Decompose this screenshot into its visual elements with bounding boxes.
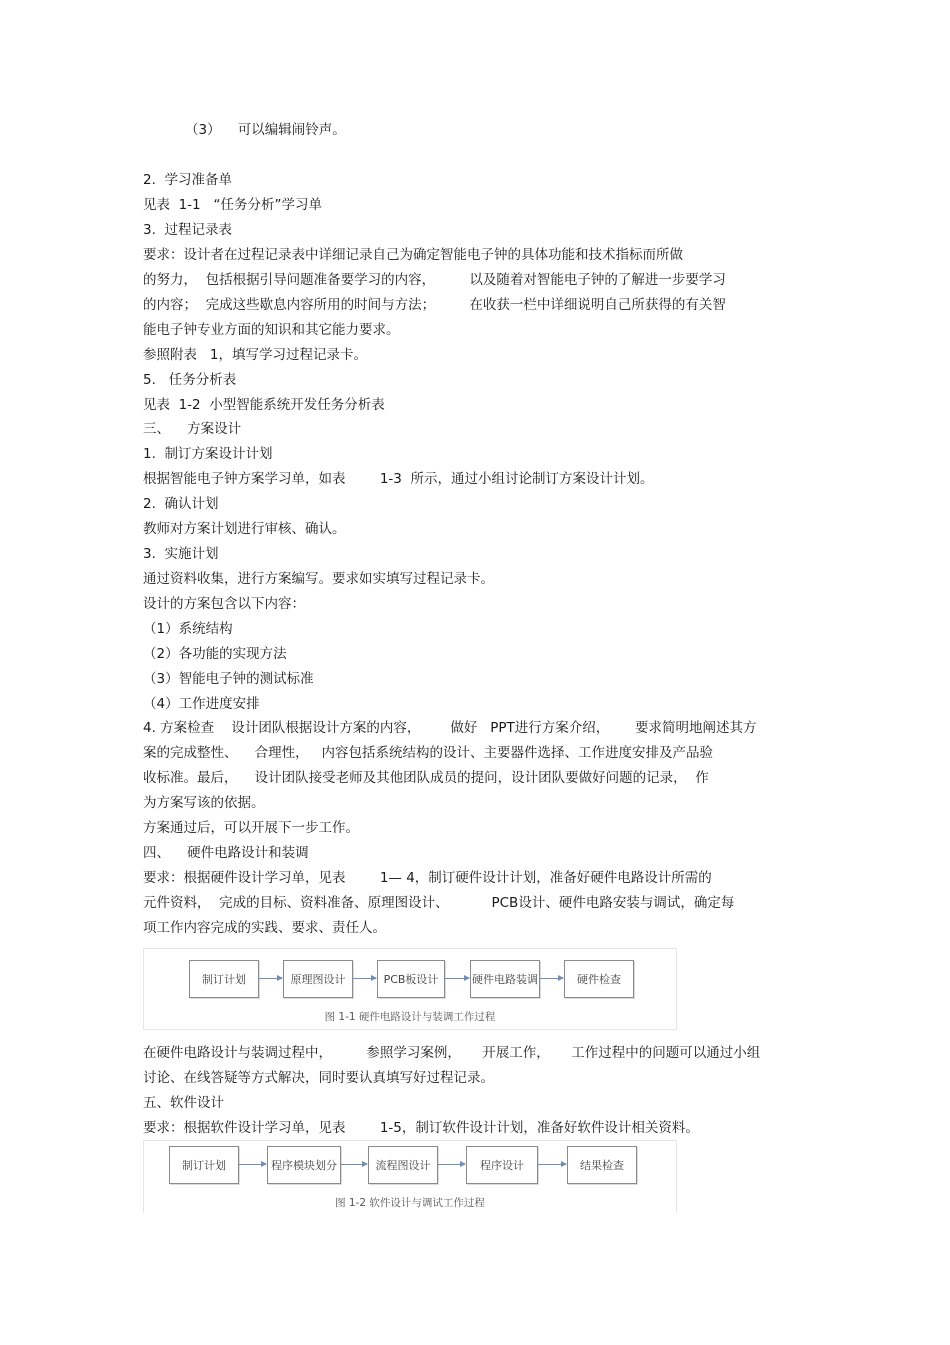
- figure-software-workflow: [143, 1140, 677, 1213]
- text-line: 项工作内容完成的实践、要求、责任人。: [143, 920, 386, 936]
- arrow-right-icon: [537, 1164, 566, 1165]
- arrow-right-icon: [340, 1164, 367, 1165]
- section-heading: 2. 学习准备单: [143, 172, 232, 188]
- text-line: 见表 1-1 “任务分析”学习单: [143, 197, 322, 213]
- flow-step: 流程图设计: [368, 1146, 438, 1184]
- section-heading: 5. 任务分析表: [143, 372, 237, 388]
- text-line: 见表 1-2 小型智能系统开发任务分析表: [143, 397, 385, 413]
- section-heading: 3. 实施计划: [143, 546, 219, 562]
- text-line: 要求：根据软件设计学习单，见表 1-5，制订软件设计计划，准备好软件设计相关资料。: [143, 1120, 699, 1136]
- text-line: 通过资料收集，进行方案编写。要求如实填写过程记录卡。: [143, 571, 494, 587]
- list-item: （1）系统结构: [143, 621, 233, 637]
- arrow-right-icon: [258, 978, 282, 979]
- arrow-right-icon: [238, 1164, 266, 1165]
- figure-caption: 图 1-2 软件设计与调试工作过程: [335, 1197, 485, 1209]
- flow-step: 程序模块划分: [267, 1146, 341, 1184]
- text-line: 讨论、在线答疑等方式解决，同时要认真填写好过程记录。: [143, 1070, 494, 1086]
- arrow-right-icon: [352, 978, 376, 979]
- text-line: 收标准。最后， 设计团队接受老师及其他团队成员的提问，设计团队要做好问题的记录， 作: [143, 770, 709, 786]
- list-item: （3）智能电子钟的测试标准: [143, 671, 314, 687]
- text-line: 4. 方案检查 设计团队根据设计方案的内容， 做好 PPT进行方案介绍， 要求简明地阐述其方: [143, 720, 757, 736]
- text-line: 的努力， 包括根据引导问题准备要学习的内容， 以及随着对智能电子钟的了解进一步要学习: [143, 272, 726, 288]
- list-item: （4）工作进度安排: [143, 696, 260, 712]
- text-line: 要求：设计者在过程记录表中详细记录自己为确定智能电子钟的具体功能和技术指标而所做: [143, 247, 683, 263]
- list-item: （2）各功能的实现方法: [143, 646, 287, 662]
- text-line: 方案通过后，可以开展下一步工作。: [143, 820, 359, 836]
- flow-step: 制订计划: [169, 1146, 239, 1184]
- text-line: 的内容； 完成这些歇息内容所用的时间与方法； 在收获一栏中详细说明自己所获得的有关智: [143, 297, 726, 313]
- flow-step: 结果检查: [567, 1146, 637, 1184]
- text-line: 教师对方案计划进行审核、确认。: [143, 521, 346, 537]
- chapter-heading: 五、软件设计: [143, 1095, 224, 1111]
- section-heading: 2. 确认计划: [143, 496, 219, 512]
- text-line: 案的完成整性、 合理性， 内容包括系统结构的设计、主要器件选择、工作进度安排及产品验: [143, 745, 714, 761]
- text-line: 为方案写该的依据。: [143, 795, 265, 811]
- flow-step: 程序设计: [466, 1146, 538, 1184]
- text-line: 参照附表 1，填写学习过程记录卡。: [143, 347, 367, 363]
- arrow-right-icon: [539, 978, 563, 979]
- flow-step: 原理图设计: [283, 960, 353, 998]
- flow-step: 硬件检查: [564, 960, 634, 998]
- text-line: 根据智能电子钟方案学习单，如表 1-3 所示，通过小组讨论制订方案设计计划。: [143, 471, 654, 487]
- arrow-right-icon: [437, 1164, 465, 1165]
- figure-hardware-workflow: [143, 948, 677, 1030]
- flow-step: 硬件电路装调: [470, 960, 540, 998]
- flow-step: PCB板设计: [377, 960, 445, 998]
- text-line: 设计的方案包含以下内容：: [143, 596, 305, 612]
- chapter-heading: 三、 方案设计: [143, 421, 242, 437]
- text-line: （3） 可以编辑闹铃声。: [185, 122, 346, 138]
- flow-step: 制订计划: [189, 960, 259, 998]
- text-line: 元件资料， 完成的目标、资料准备、原理图设计、 PCB设计、硬件电路安装与调试，确定每: [143, 895, 735, 911]
- section-heading: 1. 制订方案设计计划: [143, 446, 273, 462]
- section-heading: 3. 过程记录表: [143, 222, 232, 238]
- text-line: 能电子钟专业方面的知识和其它能力要求。: [143, 322, 400, 338]
- text-line: 在硬件电路设计与装调过程中， 参照学习案例， 开展工作， 工作过程中的问题可以通过小组: [143, 1045, 761, 1061]
- arrow-right-icon: [444, 978, 469, 979]
- text-line: 要求：根据硬件设计学习单，见表 1— 4，制订硬件设计计划，准备好硬件电路设计所需的: [143, 870, 712, 886]
- chapter-heading: 四、 硬件电路设计和装调: [143, 845, 309, 861]
- figure-caption: 图 1-1 硬件电路设计与装调工作过程: [324, 1011, 496, 1023]
